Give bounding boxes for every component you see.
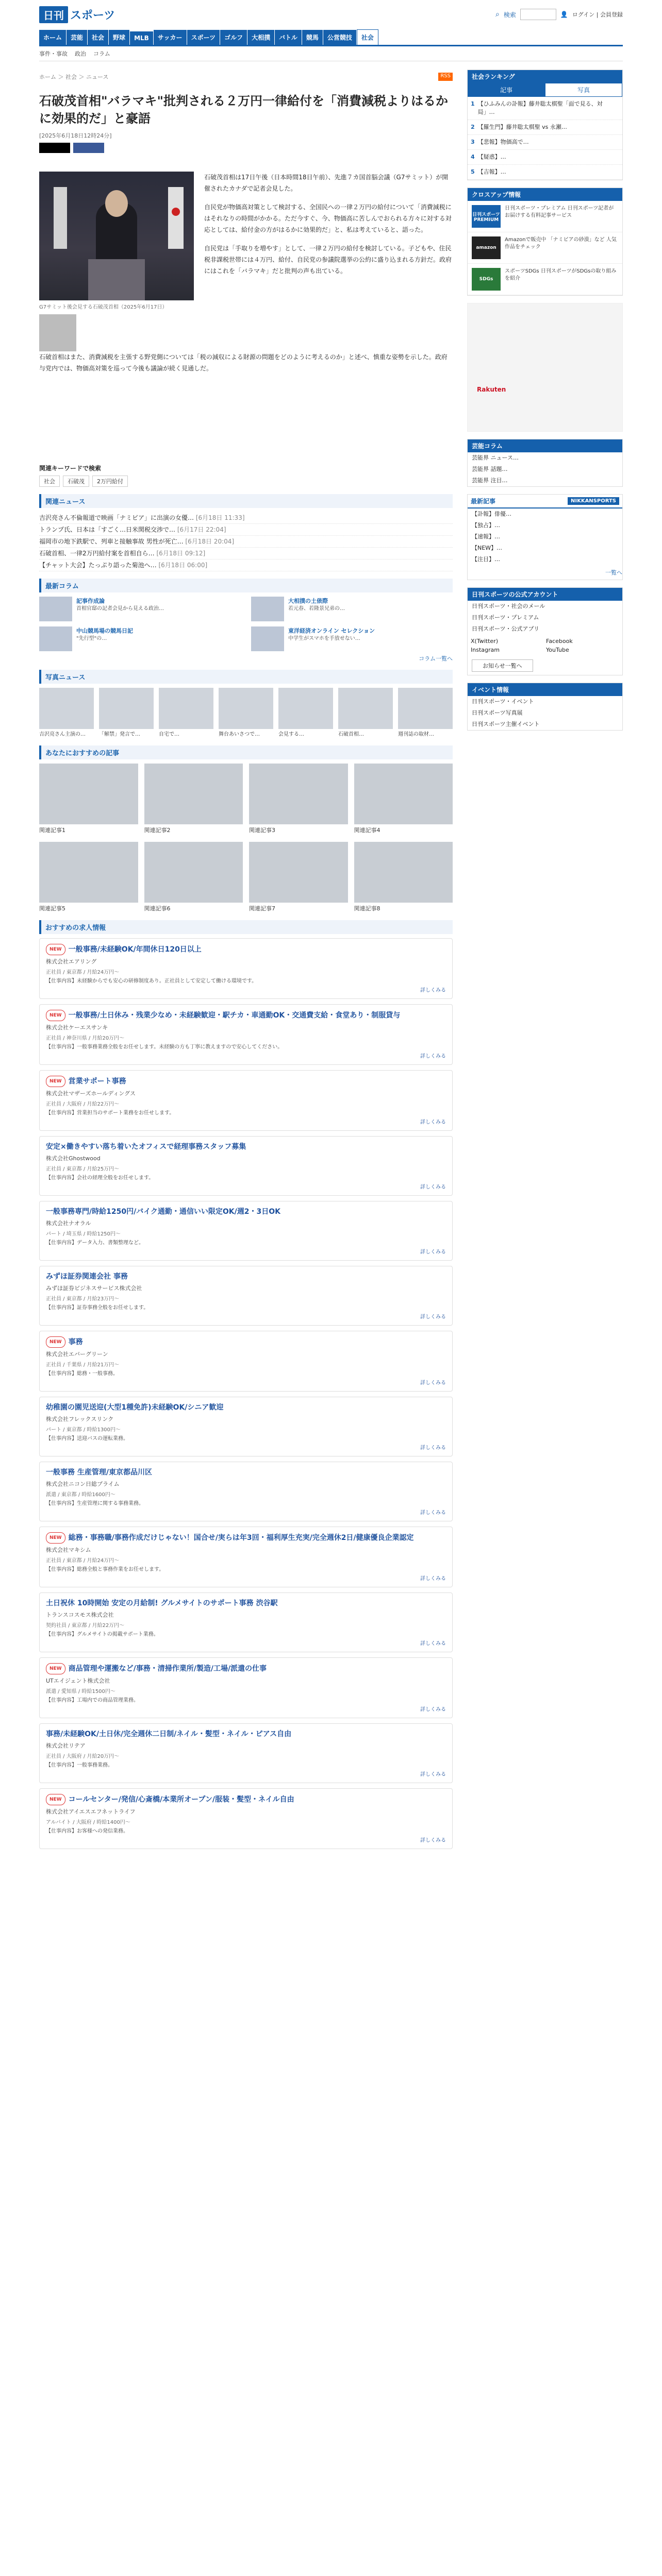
nav-item[interactable]: サッカー <box>154 30 187 45</box>
recommend-item[interactable]: 関連記事1 <box>39 764 138 835</box>
nav-item[interactable]: 公営競技 <box>323 30 356 45</box>
job-meta: 正社員 / 東京都 / 月給24万円〜 <box>46 1558 120 1564</box>
promo-heading: クロスアップ情報 <box>468 188 622 201</box>
job-company: みずほ証券ビジネスサービス株式会社 <box>46 1285 142 1292</box>
recommend-item[interactable]: 関連記事8 <box>354 842 453 913</box>
list-item[interactable]: 福岡市の地下鉄駅で、列車と接触事故 男性が死亡… [6月18日 20:04] <box>39 536 453 548</box>
job-title[interactable]: 事務/未経験OK/土日休/完全週休二日制/ネイル・髪型・ネイル・ピアス自由 <box>46 1730 292 1738</box>
login-link[interactable]: ログイン | 会員登録 <box>572 11 623 18</box>
keyword-tag[interactable]: 2万円給付 <box>92 476 128 487</box>
recommend-item[interactable]: 関連記事6 <box>144 842 243 913</box>
thumbnail-image[interactable] <box>39 314 76 351</box>
share-buttons <box>39 143 453 153</box>
promo-item[interactable] <box>468 232 622 264</box>
official-list <box>468 601 622 635</box>
job-title[interactable]: 幼稚園の園児送迎(大型1種免許)未経験OK/シニア歓迎 <box>46 1403 224 1412</box>
job-card[interactable] <box>39 1657 453 1718</box>
job-company: 株式会社エバーグリーン <box>46 1351 108 1358</box>
person-head-shape <box>105 190 128 217</box>
recommend-item[interactable]: 関連記事4 <box>354 764 453 835</box>
job-more-link[interactable]: 詳しくみる <box>420 1249 446 1255</box>
header-tools <box>495 9 623 20</box>
more-link[interactable]: 一覧へ <box>605 569 622 576</box>
promo-text: スポーツSDGs 日刊スポーツがSDGsの取り組みを紹介 <box>505 268 617 281</box>
column-image <box>39 597 72 621</box>
job-title[interactable]: NEW コールセンター/発信/心斎橋/本業所オープン/服装・髪型・ネイル自由 <box>46 1794 446 1805</box>
jobs-list <box>39 938 453 1849</box>
breadcrumb-bar <box>39 70 453 86</box>
article-date: [2025年6月18日12時24分] <box>39 132 112 139</box>
list-item[interactable]: 芸能界 注目… <box>472 477 508 484</box>
subnav-item[interactable]: 政治 <box>75 50 86 57</box>
event-box <box>467 683 623 731</box>
job-description: 【仕事内容】工場内での商品管理業務。 <box>46 1698 139 1703</box>
list-item[interactable]: 芸能界 ニュース… <box>472 454 519 461</box>
job-meta: 正社員 / 東京都 / 月給25万円〜 <box>46 1166 120 1172</box>
list-item[interactable]: 【NEW】… <box>472 545 503 551</box>
job-meta: 正社員 / 神奈川県 / 月給20万円〜 <box>46 1036 125 1041</box>
job-description: 【仕事内容】会社の経理全般をお任せします。 <box>46 1175 154 1181</box>
ad-space <box>39 381 453 464</box>
new-badge: NEW <box>46 1532 65 1544</box>
promo-logo: SDGs <box>472 268 501 291</box>
column-item[interactable]: 中山競馬場の競馬日記 "先行型"の… <box>39 626 241 651</box>
job-description: 【仕事内容】送迎バスの運転業務。 <box>46 1436 128 1442</box>
search-icon[interactable]: ⌕ <box>495 10 500 19</box>
job-meta: 正社員 / 東京都 / 月給23万円〜 <box>46 1296 120 1302</box>
job-title[interactable]: みずほ証券関連会社 事務 <box>46 1273 128 1281</box>
nav-item[interactable]: MLB <box>130 31 153 45</box>
job-meta: 正社員 / 大阪府 / 月給22万円〜 <box>46 1101 120 1107</box>
job-card[interactable] <box>39 1331 453 1392</box>
photo-caption: G7サミット後会見する石破茂首相（2025年6月17日） <box>39 304 168 310</box>
list-item[interactable]: 日刊スポーツ・公式アプリ <box>472 625 540 632</box>
ranking-heading: 社会ランキング <box>468 70 622 83</box>
photo-news-item[interactable]: 「解禁」発言で… <box>99 688 154 738</box>
job-card[interactable] <box>39 1266 453 1326</box>
promo-box <box>467 188 623 296</box>
search-input[interactable] <box>520 9 556 20</box>
column-item[interactable]: 記事作成論 首相官邸の記者会見から見える政治… <box>39 597 241 621</box>
list-item[interactable]: 【訃報】俳優… <box>472 511 511 517</box>
nav-item[interactable]: 大相撲 <box>247 30 274 45</box>
ranking-tabs <box>468 83 622 97</box>
job-more-link[interactable]: 詳しくみる <box>420 1120 446 1125</box>
job-company: トランスコスモス株式会社 <box>46 1612 114 1618</box>
job-meta: 正社員 / 千葉県 / 月給21万円〜 <box>46 1362 120 1368</box>
recommend-item[interactable]: 関連記事2 <box>144 764 243 835</box>
job-description: 【仕事内容】未経験からでも安心の研修制度あり。正社員として安定して働ける環境です。 <box>46 978 257 984</box>
list-item[interactable]: 芸能界 話題… <box>472 466 508 472</box>
photo-news-heading: 写真ニュース <box>39 670 453 684</box>
job-more-link[interactable]: 詳しくみる <box>420 1314 446 1320</box>
promo-logo: 日刊スポーツ PREMIUM <box>472 205 501 228</box>
recommend-item[interactable]: 関連記事7 <box>249 842 348 913</box>
list-item[interactable]: 日刊スポーツ主催イベント <box>472 721 540 727</box>
logo-mark[interactable]: 日刊 <box>39 6 68 23</box>
job-meta: パート / 埼玉県 / 時給1250円〜 <box>46 1231 121 1237</box>
nav-item-active[interactable]: 社会 <box>357 29 378 45</box>
job-card[interactable] <box>39 1788 453 1849</box>
recommend-grid <box>39 764 453 913</box>
list-item[interactable]: 2 【羅生門】藤井聡太棋聖 vs 永瀬… <box>468 120 622 135</box>
list-item[interactable]: 3 【悲報】物価高で… <box>468 135 622 150</box>
job-description: 【仕事内容】営業担当のサポート業務をお任せします。 <box>46 1110 175 1116</box>
job-more-link[interactable]: 詳しくみる <box>420 1838 446 1843</box>
column-image <box>39 626 72 651</box>
job-company: 株式会社アイエスエフネットライフ <box>46 1808 136 1815</box>
list-item[interactable]: 日刊スポーツ・プレミアム <box>472 614 539 621</box>
sidebar <box>467 70 623 1854</box>
geino-list <box>468 452 622 486</box>
list-item[interactable]: 【独占】… <box>472 522 500 529</box>
job-more-link[interactable]: 詳しくみる <box>420 1510 446 1516</box>
keyword-tag[interactable]: 社会 <box>39 476 60 487</box>
list-item[interactable]: 日刊スポーツ写真展 <box>472 709 523 716</box>
job-card[interactable] <box>39 1070 453 1131</box>
job-more-link[interactable]: 詳しくみる <box>420 1184 446 1190</box>
new-badge: NEW <box>46 1663 65 1674</box>
geino-box <box>467 439 623 487</box>
job-more-link[interactable]: 詳しくみる <box>420 1707 446 1713</box>
job-card[interactable] <box>39 1462 453 1521</box>
job-title[interactable]: NEW 総務・事務職/事務作成だけじゃない！国合せ/実らは年3回・福利厚生充実/完全週休2日/健康優良企業認定 <box>46 1532 446 1544</box>
site-header <box>39 0 623 29</box>
photo-news-item[interactable]: 舞台あいさつで… <box>219 688 273 738</box>
photo-news-item[interactable]: 吉沢亮さん主演の… <box>39 688 94 738</box>
job-card[interactable] <box>39 1723 453 1783</box>
job-title[interactable]: 土日祝休 10時開始 安定の月給制! グルメサイトのサポート事務 渋谷駅 <box>46 1599 278 1607</box>
main-nav <box>39 29 623 46</box>
podium-shape <box>88 259 145 300</box>
job-meta: 契約社員 / 東京都 / 月給22万円〜 <box>46 1623 125 1629</box>
promo-logo: amazon <box>472 236 501 259</box>
job-meta: アルバイト / 大阪府 / 時給1400円〜 <box>46 1820 130 1825</box>
instagram-link[interactable]: Instagram <box>471 647 500 653</box>
photo-news-item[interactable]: 自宅で… <box>159 688 213 738</box>
official-accounts-box <box>467 587 623 675</box>
site-logo[interactable] <box>39 6 115 23</box>
nikkan-heading: 最新記事 NIKKANSPORTS <box>468 495 622 509</box>
promo-item[interactable] <box>468 264 622 295</box>
article-paragraph: 自民党は「手取りを増やす」として、一律２万円の給付を検討している。子どもや、住民税非課税世帯には４万円、給付、自民党の参議院選挙の公約に盛り込まれる方針だ。政府にはこれを「バラマキ」だと批判の声も出ている。 <box>204 245 452 275</box>
job-company: 株式会社マザーズホールディングス <box>46 1090 136 1097</box>
job-more-link[interactable]: 詳しくみる <box>420 1772 446 1777</box>
nikkan-box <box>467 494 623 580</box>
recommend-item[interactable]: 関連記事3 <box>249 764 348 835</box>
job-company: 株式会社ケーエスサンキ <box>46 1024 108 1031</box>
article-text-full <box>39 351 453 374</box>
article-paragraph: 自民党が物価高対策として検討する、全国民への一律２万円の給付について「消費減税にはそれなりの時間がかかる。ただ今すぐ、今、物価高に苦しんでおられる方々に対する対応としては、給付金の方がはるかに効果的だ」と、私は考えていると、語った。 <box>204 204 452 233</box>
job-card[interactable] <box>39 1004 453 1065</box>
job-more-link[interactable]: 詳しくみる <box>420 1576 446 1582</box>
job-description: 【仕事内容】一般事務業務。 <box>46 1762 113 1768</box>
facebook-link[interactable]: Facebook <box>546 638 573 645</box>
nav-item[interactable]: ゴルフ <box>220 30 247 45</box>
list-item[interactable]: 日刊スポーツ・社会のメール <box>472 603 545 609</box>
job-description: 【仕事内容】グルメサイトの掲載サポート業務。 <box>46 1632 159 1637</box>
job-company: 株式会社ナオラル <box>46 1220 91 1227</box>
job-card[interactable] <box>39 1527 453 1587</box>
nikkan-logo[interactable]: NIKKANSPORTS <box>568 497 619 505</box>
social-links <box>468 635 622 656</box>
event-heading: イベント情報 <box>468 683 622 696</box>
job-card[interactable] <box>39 1136 453 1196</box>
recommend-heading: あなたにおすすめの記事 <box>39 745 453 759</box>
article-media <box>39 172 194 351</box>
logo-text[interactable]: スポーツ <box>70 9 115 22</box>
ad-label: Rakuten <box>477 386 506 393</box>
sub-nav <box>39 46 623 61</box>
column-image <box>251 626 284 651</box>
new-badge: NEW <box>46 1336 65 1348</box>
youtube-link[interactable]: YouTube <box>546 647 569 653</box>
new-badge: NEW <box>46 1010 65 1021</box>
facebook-share-button[interactable] <box>73 143 104 153</box>
list-item[interactable]: 【注目】… <box>472 556 500 563</box>
job-meta: 派遣 / 愛知県 / 時給1500円〜 <box>46 1689 115 1694</box>
rss-link[interactable]: RSS <box>438 73 453 81</box>
columns-more-link[interactable]: コラム一覧へ <box>419 655 453 662</box>
jobs-heading: おすすめの求人情報 <box>39 920 453 934</box>
job-company: 株式会社エアリング <box>46 958 97 965</box>
keywords-label: 関連キーワードで検索 <box>39 465 102 472</box>
user-icon[interactable]: 👤 <box>560 11 568 18</box>
promo-text: Amazonで販売中 「ナミビアの砂漠」など 人気作品をチェック <box>505 237 617 250</box>
job-more-link[interactable]: 詳しくみる <box>420 988 446 993</box>
new-badge: NEW <box>46 1076 65 1087</box>
job-more-link[interactable]: 詳しくみる <box>420 1445 446 1451</box>
article-text <box>204 172 453 351</box>
job-company: 株式会社Ghostwood <box>46 1155 101 1162</box>
column-grid <box>39 597 453 651</box>
nav-item[interactable]: 野球 <box>109 30 129 45</box>
promo-item[interactable] <box>468 201 622 232</box>
subnav-item[interactable]: コラム <box>93 50 110 57</box>
job-meta: 派遣 / 東京都 / 時給1600円〜 <box>46 1492 115 1498</box>
job-card[interactable] <box>39 1397 453 1456</box>
photo-news-row <box>39 688 453 738</box>
subnav-item[interactable]: 事件・事故 <box>39 50 68 57</box>
new-badge: NEW <box>46 944 65 955</box>
recommend-item[interactable]: 関連記事5 <box>39 842 138 913</box>
job-more-link[interactable]: 詳しくみる <box>420 1641 446 1647</box>
job-card[interactable] <box>39 938 453 999</box>
photo-news-item[interactable]: 会見する… <box>278 688 333 738</box>
keyword-tag[interactable]: 石破茂 <box>63 476 89 487</box>
nav-item[interactable]: ホーム <box>39 30 66 45</box>
nav-item[interactable]: 競馬 <box>302 30 323 45</box>
related-news-heading: 関連ニュース <box>39 494 453 508</box>
job-title[interactable]: 一般事務専門/時給1250円/バイク通勤・通信いい限定OK/週2・3日OK <box>46 1208 281 1216</box>
ranking-box <box>467 70 623 180</box>
list-item[interactable]: 日刊スポーツ・イベント <box>472 698 534 705</box>
job-description: 【仕事内容】一般事務業務全般をお任せします。未経験の方も丁寧に教えますので安心してください。 <box>46 1044 283 1050</box>
job-company: 株式会社リテア <box>46 1742 86 1749</box>
list-item[interactable]: 石破首相、一律2万円給付案を首相自ら… [6月18日 09:12] <box>39 548 453 560</box>
follow-button[interactable]: お知らせ一覧へ <box>472 659 533 672</box>
promo-text: 日刊スポーツ・プレミアム 日刊スポーツ記者がお届けする有料記事サービス <box>505 206 614 218</box>
nikkan-list <box>468 509 622 565</box>
job-description: 【仕事内容】総務・一般事務。 <box>46 1371 118 1377</box>
job-more-link[interactable]: 詳しくみる <box>420 1380 446 1386</box>
job-company: UTエイジェント株式会社 <box>46 1677 110 1684</box>
job-company: 株式会社ニコン日総プライム <box>46 1481 120 1487</box>
rakuten-ad[interactable] <box>467 303 623 432</box>
tab-articles[interactable]: 記事 <box>468 83 545 97</box>
job-card[interactable] <box>39 1201 453 1261</box>
job-description: 【仕事内容】総務全般と事務作業をお任せします。 <box>46 1567 164 1572</box>
job-meta: 正社員 / 大阪府 / 月給20万円〜 <box>46 1754 120 1759</box>
geino-heading: 芸能コラム <box>468 439 622 452</box>
x-link[interactable]: X(Twitter) <box>471 638 498 645</box>
nav-item[interactable]: スポーツ <box>187 30 220 45</box>
job-title[interactable]: NEW 営業サポート事務 <box>46 1076 446 1087</box>
japan-flag-shape <box>168 187 184 249</box>
nav-item[interactable]: 芸能 <box>67 30 87 45</box>
nav-item[interactable]: バトル <box>275 30 302 45</box>
job-description: 【仕事内容】証券事務全般をお任せします。 <box>46 1305 149 1311</box>
photo-news-item[interactable]: 石破首相… <box>338 688 393 738</box>
column-heading: 最新コラム <box>39 579 453 592</box>
article-paragraph: 石破茂首相は17日午後（日本時間18日午前）、先進７カ国首脳会議（G7サミット）が開催されたカナダで記者会見した。 <box>204 174 449 192</box>
keyword-tags <box>39 476 453 487</box>
breadcrumb[interactable]: ホーム ＞ 社会 ＞ ニュース <box>39 74 109 80</box>
job-company: 株式会社マキシム <box>46 1547 91 1553</box>
x-share-button[interactable] <box>39 143 70 153</box>
article-photo[interactable] <box>39 172 194 300</box>
job-company: 株式会社フレックスリンク <box>46 1416 114 1422</box>
list-item[interactable]: トランプ氏、日本は「すごく…日米関税交渉で… [6月17日 22:04] <box>39 524 453 536</box>
job-meta: 正社員 / 東京都 / 月給24万円〜 <box>46 970 120 975</box>
job-meta: パート / 東京都 / 時給1300円〜 <box>46 1427 121 1433</box>
column-image <box>251 597 284 621</box>
job-description: 【仕事内容】生産管理に関する事務業務。 <box>46 1501 144 1506</box>
official-accounts-heading: 日刊スポーツの公式アカウント <box>468 588 622 601</box>
job-title[interactable]: 一般事務 生産管理/東京都品川区 <box>46 1468 152 1477</box>
search-link[interactable]: 検索 <box>503 11 516 19</box>
column-item[interactable]: 東洋経済オンライン セレクション 中学生がスマホを手放せない… <box>251 626 453 651</box>
article-body <box>39 172 453 351</box>
flag-shape <box>54 187 67 249</box>
main-column <box>39 70 453 1854</box>
job-card[interactable] <box>39 1592 453 1652</box>
job-title[interactable]: NEW 事務 <box>46 1336 446 1348</box>
list-item[interactable]: 4 【疑惑】… <box>468 150 622 165</box>
list-item[interactable]: 吉沢亮さん不倫報道で映画「ナミビア」に出演の女優… [6月18日 11:33] <box>39 512 453 524</box>
column-item[interactable]: 大相撲の土俵際 若元春、若隆景兄弟の… <box>251 597 453 621</box>
photo-news-item[interactable]: 週刊誌の取材… <box>398 688 453 738</box>
article-paragraph: 石破首相はまた、消費減税を主張する野党側については「税の減収による財源の問題をどのように考えるのか」と述べ、慎重な姿勢を示した。政府与党内では、物価高対策を巡って今後も議論が続く見通しだ。 <box>39 353 448 372</box>
job-title[interactable]: NEW 一般事務/未経験OK/年間休日120日以上 <box>46 944 446 955</box>
list-item[interactable]: 【速報】… <box>472 533 500 540</box>
ranking-list <box>468 97 622 180</box>
event-list <box>468 696 622 730</box>
list-item[interactable]: 1 【ひふみんの訃報】藤井聡太棋聖「面で見る、対局」… <box>468 97 622 120</box>
list-item[interactable]: 【チャット大会】たっぷり語った菊池へ… [6月18日 06:00] <box>39 560 453 571</box>
article-title: 石破茂首相"バラマキ"批判される２万円一律給付を「消費減税よりはるかに効果的だ」と豪語 <box>39 94 449 126</box>
tab-photos[interactable]: 写真 <box>545 83 622 97</box>
job-title[interactable]: NEW 商品管理や運搬など/事務・清掃作業所/製造/工場/派遣の仕事 <box>46 1663 446 1674</box>
nav-item[interactable]: 社会 <box>88 30 108 45</box>
job-title[interactable]: 安定×働きやすい落ち着いたオフィスで経理事務スタッフ募集 <box>46 1143 246 1151</box>
related-news-list <box>39 512 453 571</box>
promo-list <box>468 201 622 295</box>
job-more-link[interactable]: 詳しくみる <box>420 1054 446 1059</box>
job-title[interactable]: NEW 一般事務/土日休み・残業少なめ・未経験歓迎・駅チカ・車通勤OK・交通費支給・食堂あり・制服貸与 <box>46 1010 446 1021</box>
job-description: 【仕事内容】データ入力、書類整理など。 <box>46 1240 144 1246</box>
new-badge: NEW <box>46 1794 65 1805</box>
list-item[interactable]: 5 【吉報】… <box>468 165 622 180</box>
job-description: 【仕事内容】お客様への発信業務。 <box>46 1828 128 1834</box>
